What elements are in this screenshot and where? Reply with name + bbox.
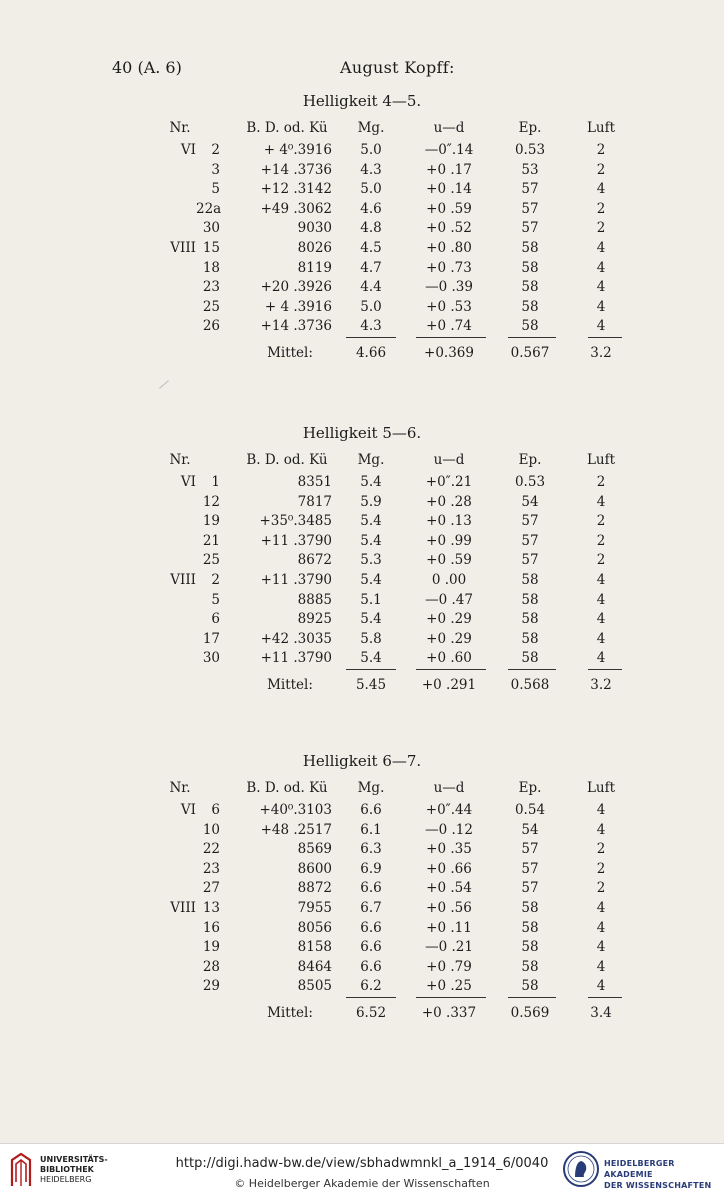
table-row <box>0 533 724 552</box>
sum-rule-ep <box>508 669 556 670</box>
luft-cell: 4 <box>596 572 606 588</box>
epoch-cell: 58 <box>521 900 539 916</box>
running-title: August Kopff: <box>340 58 455 77</box>
magnitude-cell: 5.4 <box>360 650 382 667</box>
table-title: Helligkeit 5—6. <box>302 424 422 442</box>
number-cell: 25 <box>202 298 220 315</box>
table-row <box>0 592 724 611</box>
bd-cell: +14 .3736 <box>260 318 332 335</box>
group-cell: VI <box>180 474 196 490</box>
u-d-cell: +0 .59 <box>426 200 472 217</box>
number-cell: 6 <box>211 611 220 628</box>
number-cell: 19 <box>202 513 220 530</box>
table-header-row <box>0 120 724 139</box>
bd-cell: +11 .3790 <box>260 572 332 588</box>
u-d-cell: +0 .14 <box>426 181 472 198</box>
magnitude-cell: 6.9 <box>360 860 382 877</box>
magnitude-cell: 5.0 <box>360 298 382 315</box>
column-header-bd: B. D. od. Kü <box>246 452 328 468</box>
sum-rule-ud <box>416 337 486 338</box>
u-d-cell: +0 .54 <box>426 880 472 897</box>
bd-cell: +20 .3926 <box>260 279 332 296</box>
table-row <box>0 611 724 630</box>
bd-cell: 8026 <box>297 240 332 256</box>
luft-cell: 2 <box>596 142 606 158</box>
u-d-cell: —0 .47 <box>425 591 473 608</box>
mittel-label: Mittel: <box>267 345 313 361</box>
table-row <box>0 552 724 571</box>
number-cell: 23 <box>202 279 220 296</box>
epoch-cell: 57 <box>521 532 539 549</box>
luft-cell: 4 <box>596 318 606 335</box>
page-number: 40 (A. 6) <box>112 58 182 77</box>
u-d-cell: +0″.44 <box>425 802 473 818</box>
epoch-cell: 57 <box>521 513 539 530</box>
epoch-cell: 58 <box>521 919 539 936</box>
column-header-ep: Ep. <box>518 452 542 468</box>
magnitude-cell: 6.6 <box>360 958 382 975</box>
magnitude-cell: 5.1 <box>360 591 382 608</box>
library-logo-line: UNIVERSITÄTS- <box>40 1155 108 1164</box>
table-row <box>0 978 724 997</box>
luft-cell: 4 <box>596 939 606 956</box>
luft-cell: 4 <box>596 259 606 276</box>
luft-cell: 4 <box>596 978 606 995</box>
magnitude-cell: 6.2 <box>360 978 382 995</box>
column-header-bd: B. D. od. Kü <box>246 120 328 136</box>
mittel-u-d: +0 .337 <box>421 1005 477 1021</box>
magnitude-cell: 5.4 <box>360 513 382 530</box>
number-cell: 12 <box>202 493 220 510</box>
group-cell: VIII <box>170 572 196 588</box>
number-cell: 26 <box>202 318 220 335</box>
column-header-nr: Nr. <box>169 452 191 468</box>
page-header <box>0 58 724 82</box>
mittel-magnitude: 4.66 <box>355 345 387 361</box>
sum-rule-ud <box>416 669 486 670</box>
number-cell: 15 <box>202 240 220 256</box>
number-cell: 23 <box>202 860 220 877</box>
epoch-cell: 54 <box>521 493 539 510</box>
epoch-cell: 54 <box>521 821 539 838</box>
bd-cell: 8351 <box>297 474 332 490</box>
u-d-cell: —0 .21 <box>425 939 473 956</box>
table-row <box>0 318 724 337</box>
u-d-cell: +0 .35 <box>426 841 472 858</box>
luft-cell: 4 <box>596 802 606 818</box>
table-row <box>0 572 724 591</box>
u-d-cell: +0 .80 <box>426 240 472 256</box>
u-d-cell: +0 .56 <box>426 900 472 916</box>
number-cell: 29 <box>202 978 220 995</box>
epoch-cell: 0.54 <box>514 802 546 818</box>
u-d-cell: +0 .73 <box>426 259 472 276</box>
group-cell: VI <box>180 142 196 158</box>
bd-cell: 8505 <box>297 978 332 995</box>
table-row <box>0 841 724 860</box>
luft-cell: 2 <box>596 841 606 858</box>
bd-cell: +12 .3142 <box>260 181 332 198</box>
luft-cell: 2 <box>596 513 606 530</box>
bd-cell: +35⁰.3485 <box>259 513 332 530</box>
u-d-cell: +0 .11 <box>426 919 472 936</box>
table-row <box>0 959 724 978</box>
table-row <box>0 201 724 220</box>
column-header-luft: Luft <box>586 120 616 136</box>
column-header-ud: u—d <box>433 120 465 136</box>
bd-cell: +14 .3736 <box>260 161 332 178</box>
epoch-cell: 57 <box>521 552 539 569</box>
epoch-cell: 58 <box>521 630 539 647</box>
u-d-cell: +0 .25 <box>426 978 472 995</box>
epoch-cell: 57 <box>521 200 539 217</box>
sum-rule-mg <box>346 669 396 670</box>
magnitude-cell: 6.6 <box>360 919 382 936</box>
magnitude-cell: 5.4 <box>360 532 382 549</box>
epoch-cell: 58 <box>521 240 539 256</box>
table-title: Helligkeit 6—7. <box>302 752 422 770</box>
bd-cell: 8464 <box>297 958 332 975</box>
bd-cell: +42 .3035 <box>260 630 332 647</box>
table-row <box>0 260 724 279</box>
luft-cell: 4 <box>596 591 606 608</box>
magnitude-cell: 5.4 <box>360 611 382 628</box>
luft-cell: 2 <box>596 880 606 897</box>
number-cell: 10 <box>202 821 220 838</box>
epoch-cell: 53 <box>521 161 539 178</box>
luft-cell: 4 <box>596 900 606 916</box>
column-header-ep: Ep. <box>518 780 542 796</box>
luft-cell: 4 <box>596 630 606 647</box>
mittel-label: Mittel: <box>267 1005 313 1021</box>
magnitude-cell: 5.8 <box>360 630 382 647</box>
luft-cell: 4 <box>596 821 606 838</box>
mittel-luft: 3.2 <box>590 677 612 693</box>
epoch-cell: 58 <box>521 650 539 667</box>
luft-cell: 2 <box>596 161 606 178</box>
table-row <box>0 631 724 650</box>
u-d-cell: +0 .13 <box>426 513 472 530</box>
epoch-cell: 58 <box>521 298 539 315</box>
luft-cell: 4 <box>596 919 606 936</box>
epoch-cell: 57 <box>521 841 539 858</box>
number-cell: 6 <box>211 802 220 818</box>
magnitude-cell: 4.6 <box>360 200 382 217</box>
academy-logo-line: DER WISSENSCHAFTEN <box>604 1181 712 1190</box>
u-d-cell: +0 .59 <box>426 552 472 569</box>
magnitude-cell: 4.4 <box>360 279 382 296</box>
u-d-cell: 0 .00 <box>431 572 467 588</box>
mittel-magnitude: 6.52 <box>355 1005 387 1021</box>
footer-bar <box>0 1143 724 1196</box>
sum-rule-ep <box>508 337 556 338</box>
magnitude-cell: 4.3 <box>360 318 382 335</box>
luft-cell: 2 <box>596 474 606 490</box>
magnitude-cell: 4.8 <box>360 220 382 237</box>
column-header-luft: Luft <box>586 780 616 796</box>
epoch-cell: 58 <box>521 978 539 995</box>
luft-cell: 4 <box>596 240 606 256</box>
magnitude-cell: 5.3 <box>360 552 382 569</box>
mittel-label: Mittel: <box>267 677 313 693</box>
u-d-cell: +0 .29 <box>426 611 472 628</box>
epoch-cell: 0.53 <box>514 474 546 490</box>
number-cell: 28 <box>202 958 220 975</box>
bd-cell: 8056 <box>297 919 332 936</box>
academy-logo-text <box>604 1158 720 1191</box>
u-d-cell: +0 .79 <box>426 958 472 975</box>
column-header-nr: Nr. <box>169 120 191 136</box>
epoch-cell: 58 <box>521 318 539 335</box>
magnitude-cell: 6.1 <box>360 821 382 838</box>
magnitude-cell: 4.5 <box>360 240 382 256</box>
bd-cell: 9030 <box>297 220 332 237</box>
column-header-mg: Mg. <box>357 120 385 136</box>
luft-cell: 2 <box>596 532 606 549</box>
table-header-row <box>0 780 724 799</box>
epoch-cell: 57 <box>521 220 539 237</box>
mittel-epoch: 0.568 <box>510 677 550 693</box>
magnitude-cell: 6.6 <box>360 939 382 956</box>
u-d-cell: —0 .39 <box>425 279 473 296</box>
mittel-luft: 3.4 <box>590 1005 612 1021</box>
u-d-cell: —0 .12 <box>425 821 473 838</box>
luft-cell: 4 <box>596 298 606 315</box>
group-cell: VI <box>180 802 196 818</box>
u-d-cell: +0″.21 <box>425 474 473 490</box>
bd-cell: + 4⁰.3916 <box>263 142 332 158</box>
bd-cell: 8119 <box>297 259 332 276</box>
table-row <box>0 240 724 259</box>
u-d-cell: +0 .29 <box>426 630 472 647</box>
bd-cell: 8158 <box>297 939 332 956</box>
table-row <box>0 181 724 200</box>
luft-cell: 4 <box>596 650 606 667</box>
table-header-row <box>0 452 724 471</box>
column-header-ud: u—d <box>433 780 465 796</box>
number-cell: 22 <box>202 841 220 858</box>
number-cell: 27 <box>202 880 220 897</box>
sum-rule-luft <box>588 337 622 338</box>
magnitude-cell: 5.9 <box>360 493 382 510</box>
bd-cell: +49 .3062 <box>260 200 332 217</box>
sum-rule-mg <box>346 337 396 338</box>
luft-cell: 4 <box>596 493 606 510</box>
epoch-cell: 58 <box>521 259 539 276</box>
bd-cell: +11 .3790 <box>260 650 332 667</box>
table-row <box>0 920 724 939</box>
epoch-cell: 58 <box>521 958 539 975</box>
column-header-nr: Nr. <box>169 780 191 796</box>
epoch-cell: 57 <box>521 860 539 877</box>
sum-rule-ep <box>508 997 556 998</box>
mittel-row <box>0 677 724 696</box>
source-url-link[interactable]: http://digi.hadw-bw.de/view/sbhadwmnkl_a_1914_6/0040 <box>175 1156 549 1171</box>
u-d-cell: +0 .99 <box>426 532 472 549</box>
u-d-cell: +0 .17 <box>426 161 472 178</box>
bd-cell: 7817 <box>297 493 332 510</box>
number-cell: 5 <box>211 181 220 198</box>
u-d-cell: +0 .53 <box>426 298 472 315</box>
academy-logo[interactable] <box>560 1148 720 1192</box>
number-cell: 2 <box>211 572 220 588</box>
number-cell: 18 <box>202 259 220 276</box>
bd-cell: 8600 <box>297 860 332 877</box>
epoch-cell: 58 <box>521 939 539 956</box>
sum-rule-mg <box>346 997 396 998</box>
bd-cell: 7955 <box>297 900 332 916</box>
sum-rule-luft <box>588 997 622 998</box>
magnitude-cell: 5.4 <box>360 474 382 490</box>
magnitude-cell: 5.0 <box>360 181 382 198</box>
luft-cell: 2 <box>596 200 606 217</box>
magnitude-cell: 6.3 <box>360 841 382 858</box>
u-d-cell: +0 .52 <box>426 220 472 237</box>
bd-cell: + 4 .3916 <box>264 298 332 315</box>
table-row <box>0 939 724 958</box>
bd-cell: 8872 <box>297 880 332 897</box>
number-cell: 21 <box>202 532 220 549</box>
number-cell: 22a <box>196 200 222 217</box>
magnitude-cell: 5.4 <box>360 572 382 588</box>
u-d-cell: +0 .66 <box>426 860 472 877</box>
luft-cell: 4 <box>596 279 606 296</box>
epoch-cell: 58 <box>521 572 539 588</box>
mittel-luft: 3.2 <box>590 345 612 361</box>
table-row <box>0 650 724 669</box>
table-row <box>0 880 724 899</box>
sum-rule-ud <box>416 997 486 998</box>
number-cell: 19 <box>202 939 220 956</box>
magnitude-cell: 4.3 <box>360 161 382 178</box>
table-row <box>0 802 724 821</box>
bd-cell: +48 .2517 <box>260 821 332 838</box>
table-row <box>0 299 724 318</box>
epoch-cell: 0.53 <box>514 142 546 158</box>
group-cell: VIII <box>170 900 196 916</box>
library-logo-line: BIBLIOTHEK <box>40 1165 94 1174</box>
table-row <box>0 162 724 181</box>
mittel-row <box>0 345 724 364</box>
luft-cell: 2 <box>596 860 606 877</box>
table-row <box>0 474 724 493</box>
mittel-row <box>0 1005 724 1024</box>
magnitude-cell: 4.7 <box>360 259 382 276</box>
sum-rule-luft <box>588 669 622 670</box>
number-cell: 30 <box>202 220 220 237</box>
scan-mark <box>159 380 169 388</box>
epoch-cell: 58 <box>521 591 539 608</box>
number-cell: 30 <box>202 650 220 667</box>
u-d-cell: +0 .28 <box>426 493 472 510</box>
bd-cell: 8925 <box>297 611 332 628</box>
bd-cell: 8885 <box>297 591 332 608</box>
magnitude-cell: 6.6 <box>360 880 382 897</box>
magnitude-cell: 6.7 <box>360 900 382 916</box>
mittel-u-d: +0.369 <box>424 345 474 361</box>
number-cell: 1 <box>211 474 220 490</box>
luft-cell: 2 <box>596 220 606 237</box>
epoch-cell: 57 <box>521 880 539 897</box>
u-d-cell: —0″.14 <box>424 142 474 158</box>
table-row <box>0 822 724 841</box>
mittel-magnitude: 5.45 <box>355 677 387 693</box>
bd-cell: +40⁰.3103 <box>259 802 332 818</box>
number-cell: 17 <box>202 630 220 647</box>
table-row <box>0 279 724 298</box>
library-logo-line: HEIDELBERG <box>40 1175 92 1184</box>
group-cell: VIII <box>170 240 196 256</box>
number-cell: 25 <box>202 552 220 569</box>
column-header-mg: Mg. <box>357 780 385 796</box>
column-header-luft: Luft <box>586 452 616 468</box>
number-cell: 5 <box>211 591 220 608</box>
copyright-notice: © Heidelberger Akademie der Wissenschaften <box>234 1177 490 1190</box>
column-header-ud: u—d <box>433 452 465 468</box>
table-row <box>0 142 724 161</box>
u-d-cell: +0 .74 <box>426 318 472 335</box>
number-cell: 16 <box>202 919 220 936</box>
magnitude-cell: 6.6 <box>360 802 382 818</box>
table-row <box>0 220 724 239</box>
luft-cell: 4 <box>596 611 606 628</box>
academy-seal-icon <box>562 1150 600 1188</box>
bd-cell: +11 .3790 <box>260 532 332 549</box>
luft-cell: 4 <box>596 958 606 975</box>
mittel-epoch: 0.567 <box>510 345 550 361</box>
mittel-epoch: 0.569 <box>510 1005 550 1021</box>
magnitude-cell: 5.0 <box>360 142 382 158</box>
luft-cell: 2 <box>596 552 606 569</box>
column-header-bd: B. D. od. Kü <box>246 780 328 796</box>
bd-cell: 8672 <box>297 552 332 569</box>
academy-logo-line: HEIDELBERGER AKADEMIE <box>604 1159 675 1179</box>
mittel-u-d: +0 .291 <box>421 677 477 693</box>
table-row <box>0 513 724 532</box>
number-cell: 3 <box>211 161 220 178</box>
u-d-cell: +0 .60 <box>426 650 472 667</box>
number-cell: 13 <box>202 900 220 916</box>
table-title: Helligkeit 4—5. <box>302 92 422 110</box>
epoch-cell: 57 <box>521 181 539 198</box>
luft-cell: 4 <box>596 181 606 198</box>
table-row <box>0 861 724 880</box>
column-header-mg: Mg. <box>357 452 385 468</box>
column-header-ep: Ep. <box>518 120 542 136</box>
table-row <box>0 494 724 513</box>
epoch-cell: 58 <box>521 611 539 628</box>
epoch-cell: 58 <box>521 279 539 296</box>
bd-cell: 8569 <box>297 841 332 858</box>
number-cell: 2 <box>211 142 220 158</box>
table-row <box>0 900 724 919</box>
